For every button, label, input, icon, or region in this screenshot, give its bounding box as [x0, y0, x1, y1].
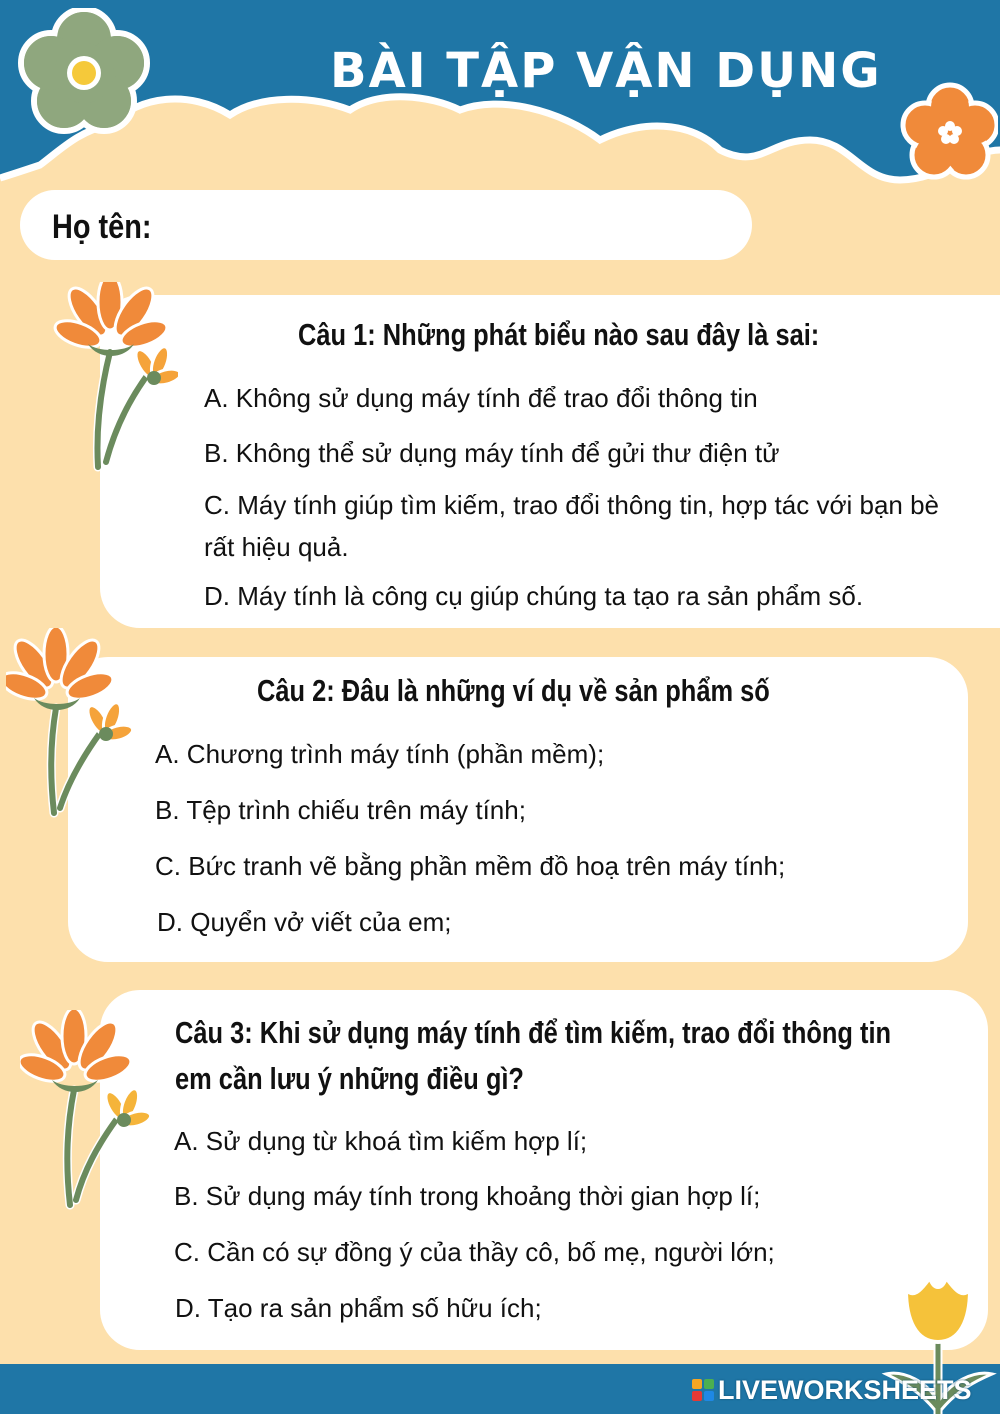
question-2-option-a[interactable]: A. Chương trình máy tính (phần mềm);: [155, 739, 605, 769]
question-3-option-c[interactable]: C. Cần có sự đồng ý của thầy cô, bố mẹ, người lớn;: [174, 1237, 775, 1267]
question-3-option-d[interactable]: D. Tạo ra sản phẩm số hữu ích;: [175, 1293, 542, 1323]
question-2-option-b[interactable]: B. Tệp trình chiếu trên máy tính;: [155, 795, 526, 825]
liveworksheets-brand: LIVEWORKSHEETS: [718, 1374, 972, 1405]
question-2-option-c[interactable]: C. Bức tranh vẽ bằng phần mềm đồ hoạ trên máy tính;: [155, 851, 786, 881]
question-1-option-b[interactable]: B. Không thể sử dụng máy tính để gửi thư điện tử: [204, 438, 780, 468]
question-1-option-a[interactable]: A. Không sử dụng máy tính để trao đổi thông tin: [204, 383, 758, 413]
question-1-option-d[interactable]: D. Máy tính là công cụ giúp chúng ta tạo ra sản phẩm số.: [204, 581, 864, 611]
question-3-option-b[interactable]: B. Sử dụng máy tính trong khoảng thời gian hợp lí;: [174, 1181, 761, 1211]
question-2-title: Câu 2: Đâu là những ví dụ về sản phẩm số: [257, 673, 770, 708]
question-2-option-d[interactable]: D. Quyển vở viết của em;: [157, 907, 452, 937]
page-title: BÀI TẬP VẬN DỤNG: [330, 43, 882, 99]
question-3-title-line-2: em cần lưu ý những điều gì?: [175, 1061, 524, 1096]
question-3-title-line-1: Câu 3: Khi sử dụng máy tính để tìm kiếm, trao đổi thông tin: [175, 1015, 892, 1050]
flower-sprig-icon: [6, 628, 136, 818]
question-1-title: Câu 1: Những phát biểu nào sau đây là sai:: [298, 317, 820, 352]
question-3-option-a[interactable]: A. Sử dụng từ khoá tìm kiếm hợp lí;: [174, 1126, 588, 1156]
orange-flower-icon: [898, 78, 998, 188]
liveworksheets-grid-icon: [692, 1379, 714, 1401]
question-1-option-c[interactable]: C. Máy tính giúp tìm kiếm, trao đổi thông tin, hợp tác với bạn bè rất hiệu quả.: [204, 490, 940, 562]
liveworksheets-logo: [692, 1372, 992, 1408]
flower-sprig-icon: [20, 1010, 150, 1210]
name-label: Họ tên:: [52, 208, 152, 246]
green-flower-icon: [14, 8, 154, 138]
flower-sprig-icon: [48, 282, 178, 472]
